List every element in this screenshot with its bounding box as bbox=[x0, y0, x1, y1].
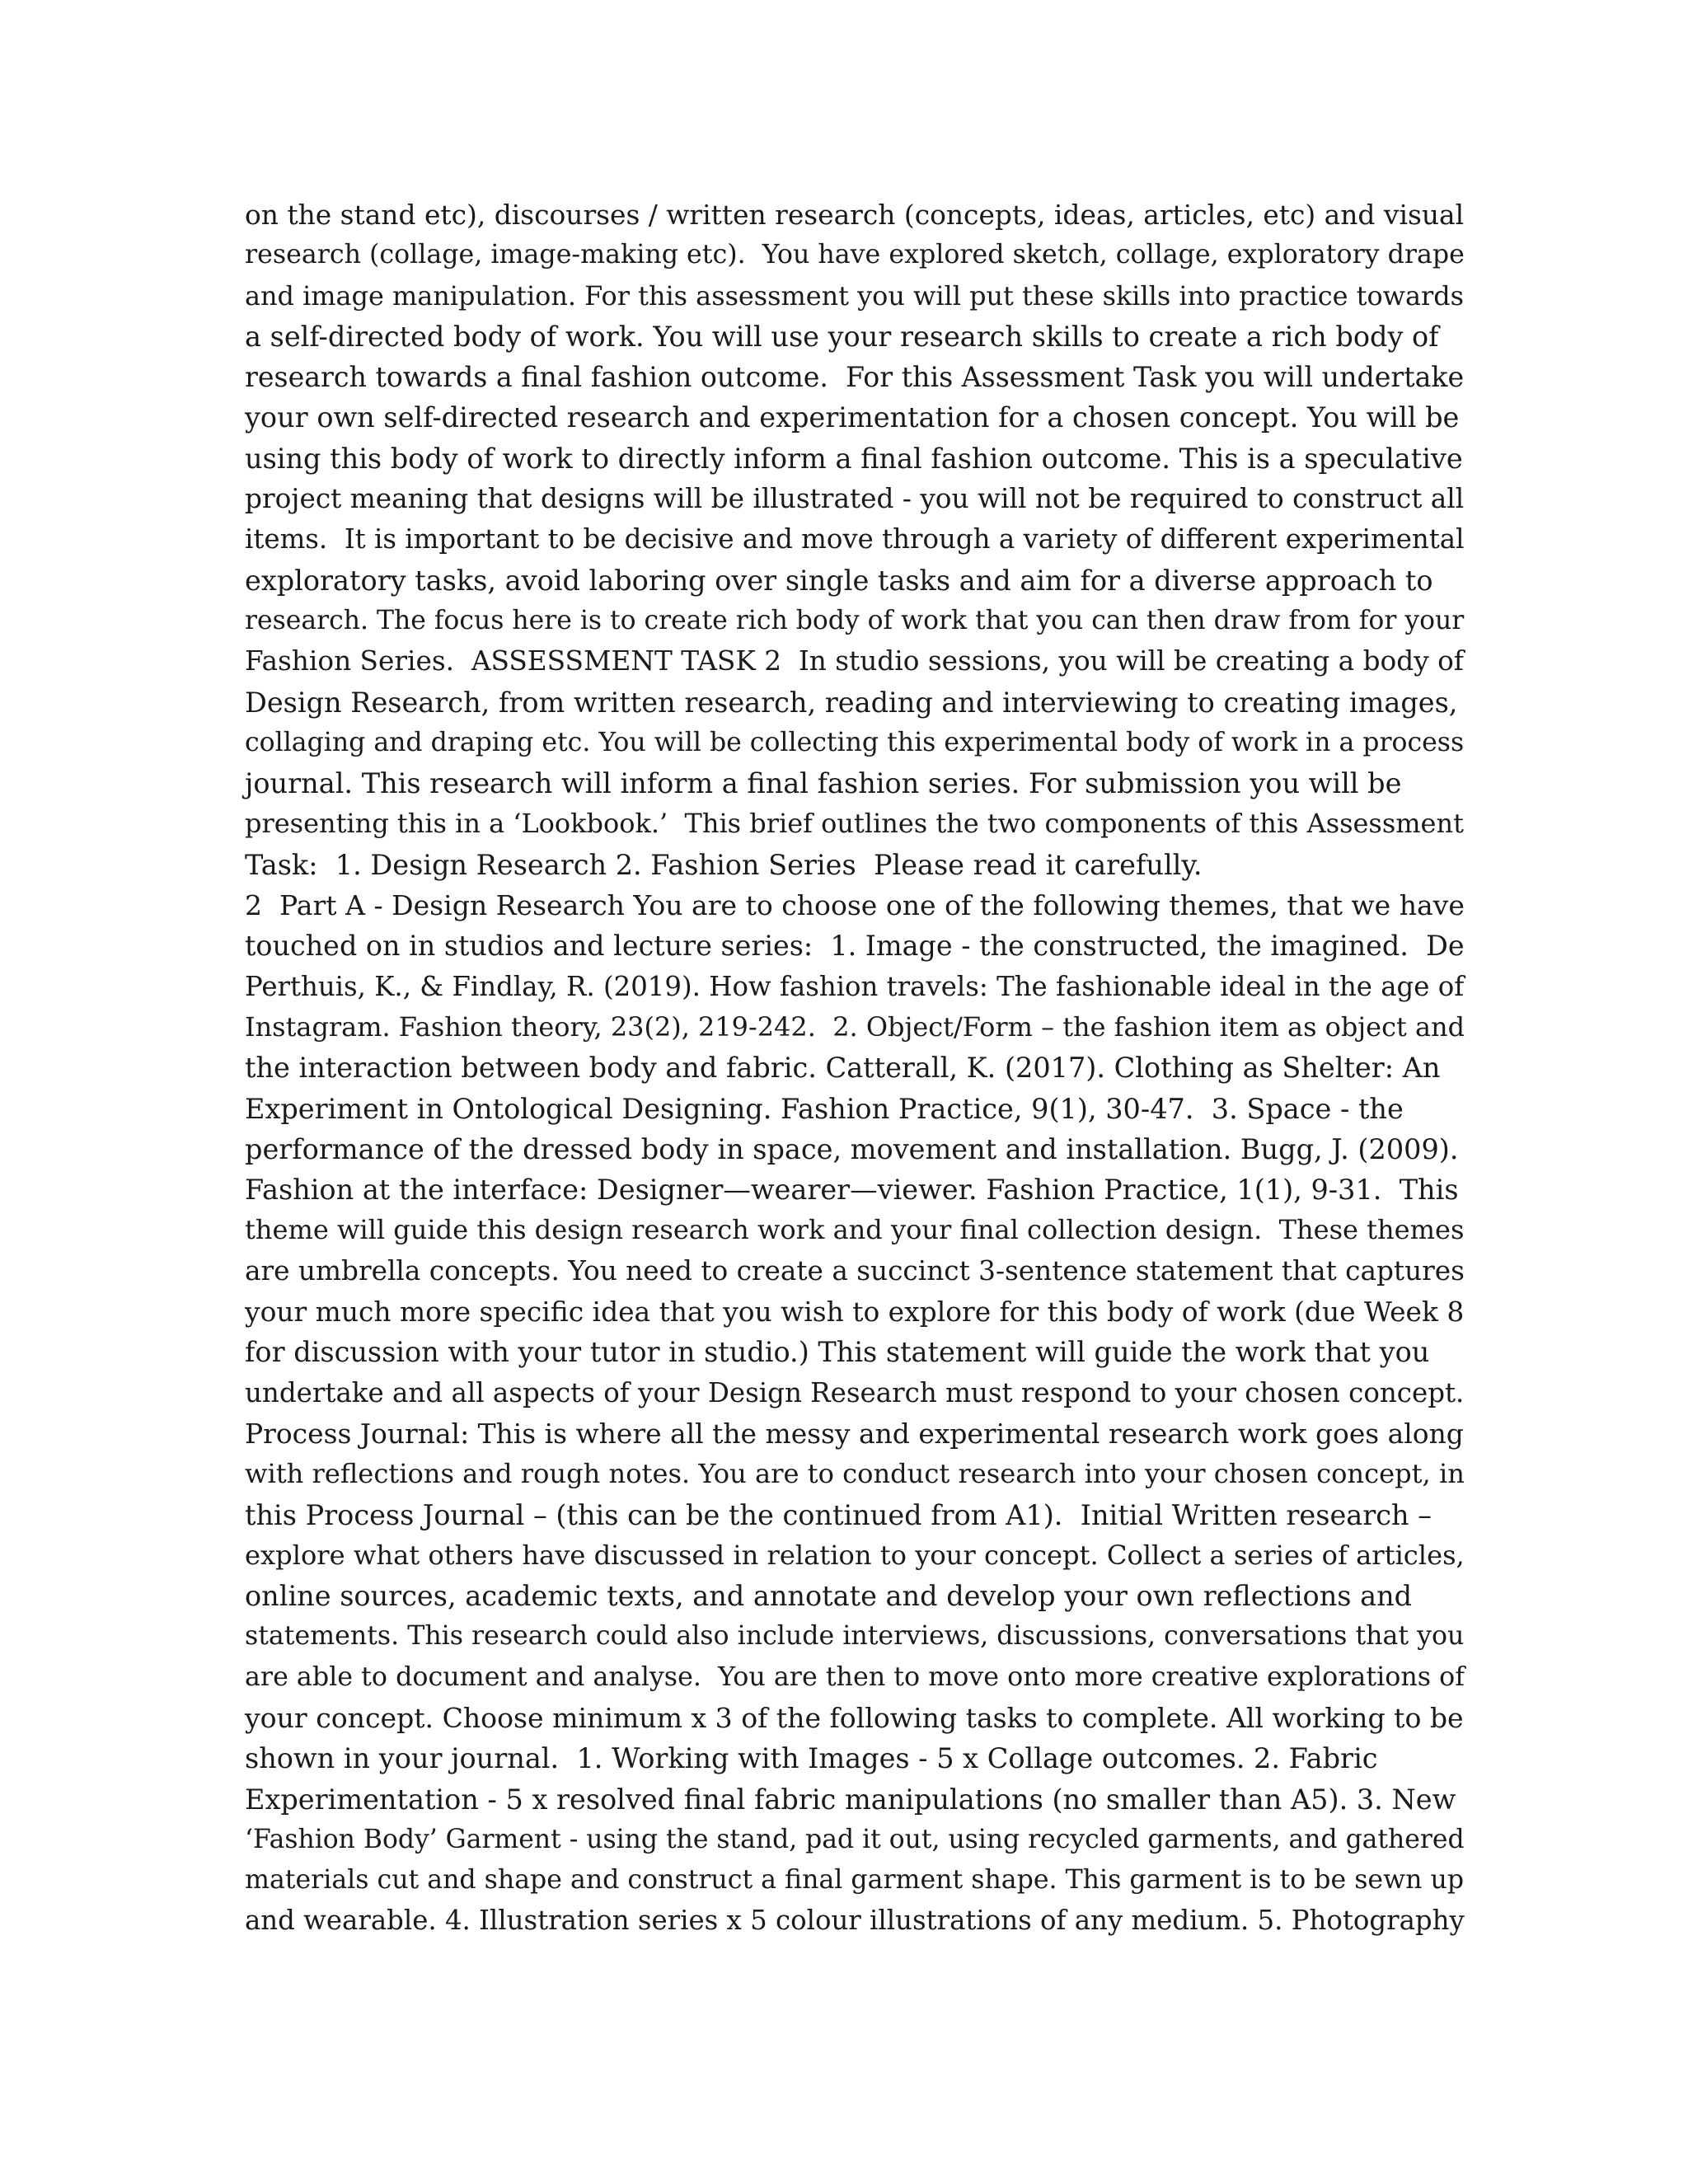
text-line: Experimentation - 5 x resolved final fabric manipulations (no smaller than A5). 3. New bbox=[245, 1783, 1456, 1816]
text-line: a self-directed body of work. You will use your research skills to create a rich body of bbox=[245, 320, 1439, 353]
text-line: Design Research, from written research, reading and interviewing to creating images, bbox=[245, 686, 1458, 719]
text-line: and wearable. 4. Illustration series x 5 colour illustrations of any medium. 5. Photography bbox=[245, 1905, 1465, 1937]
text-line: are umbrella concepts. You need to create a succinct 3-sentence statement that captures bbox=[245, 1254, 1465, 1286]
text-line: 2 Part A - Design Research You are to choose one of the following themes, that we have bbox=[245, 889, 1465, 922]
text-line: on the stand etc), discourses / written research (concepts, ideas, articles, etc) and visual bbox=[245, 199, 1465, 231]
text-line: statements. This research could also include interviews, discussions, conversations that you bbox=[245, 1621, 1465, 1652]
text-line: journal. This research will inform a final fashion series. For submission you will be bbox=[245, 767, 1402, 800]
text-line: presenting this in a ‘Lookbook.’ This brief outlines the two components of this Assessment bbox=[245, 808, 1464, 840]
text-line: and image manipulation. For this assessment you will put these skills into practice towards bbox=[245, 279, 1465, 312]
text-line: using this body of work to directly inform a final fashion outcome. This is a speculative bbox=[245, 442, 1463, 475]
text-line: research towards a final fashion outcome. For this Assessment Task you will undertake bbox=[245, 361, 1465, 394]
text-line: performance of the dressed body in space, movement and installation. Bugg, J. (2009). bbox=[245, 1132, 1459, 1165]
text-line: research (collage, image-making etc). You have explored sketch, collage, exploratory drape bbox=[245, 240, 1465, 270]
text-line: research. The focus here is to create rich body of work that you can then draw from for your bbox=[245, 605, 1465, 635]
text-line: this Process Journal – (this can be the continued from A1). Initial Written research – bbox=[245, 1498, 1432, 1531]
text-line: collaging and draping etc. You will be collecting this experimental body of work in a process bbox=[245, 727, 1465, 757]
text-line: your concept. Choose minimum x 3 of the following tasks to complete. All working to be bbox=[245, 1701, 1464, 1734]
text-line: project meaning that designs will be illustrated - you will not be required to construct all bbox=[245, 483, 1465, 515]
text-line: exploratory tasks, avoid laboring over single tasks and aim for a diverse approach to bbox=[245, 564, 1433, 597]
text-line: with reflections and rough notes. You are to conduct research into your chosen concept, in bbox=[245, 1458, 1465, 1490]
text-line: for discussion with your tutor in studio.) This statement will guide the work that you bbox=[245, 1336, 1430, 1369]
text-line: Fashion at the interface: Designer—wearer—viewer. Fashion Practice, 1(1), 9-31. This bbox=[245, 1174, 1459, 1207]
text-line: your much more specific idea that you wish to explore for this body of work (due Week 8 bbox=[245, 1296, 1465, 1329]
text-line: ‘Fashion Body’ Garment - using the stand, pad it out, using recycled garments, and gathered bbox=[245, 1824, 1465, 1854]
text-line: items. It is important to be decisive and move through a variety of different experimental bbox=[245, 523, 1465, 555]
text-line: Fashion Series. ASSESSMENT TASK 2 In studio sessions, you will be creating a body of bbox=[245, 645, 1464, 677]
text-line: the interaction between body and fabric. Catterall, K. (2017). Clothing as Shelter: An bbox=[245, 1052, 1441, 1085]
text-line: shown in your journal. 1. Working with Images - 5 x Collage outcomes. 2. Fabric bbox=[245, 1742, 1378, 1775]
text-line: online sources, academic texts, and annotate and develop your own reflections and bbox=[245, 1580, 1413, 1613]
text-line: Instagram. Fashion theory, 23(2), 219-242. 2. Object/Form – the fashion item as object and bbox=[245, 1010, 1465, 1043]
text-line: your own self-directed research and experimentation for a chosen concept. You will be bbox=[245, 401, 1460, 434]
text-line: undertake and all aspects of your Design Research must respond to your chosen concept. bbox=[245, 1376, 1465, 1408]
body-text bbox=[245, 194, 1465, 1942]
text-line: Perthuis, K., & Findlay, R. (2019). How fashion travels: The fashionable ideal in the age of bbox=[245, 970, 1465, 1002]
text-line: are able to document and analyse. You are then to move onto more creative explorations of bbox=[245, 1661, 1465, 1692]
text-line: touched on in studios and lecture series: 1. Image - the constructed, the imagined. De bbox=[245, 930, 1465, 963]
text-line: Process Journal: This is where all the messy and experimental research work goes along bbox=[245, 1417, 1464, 1450]
text-line: theme will guide this design research work and your final collection design. These themes bbox=[245, 1214, 1465, 1246]
text-line: Experiment in Ontological Designing. Fashion Practice, 9(1), 30-47. 3. Space - the bbox=[245, 1092, 1404, 1125]
text-line: materials cut and shape and construct a final garment shape. This garment is to be sewn up bbox=[245, 1865, 1465, 1896]
text-line: Task: 1. Design Research 2. Fashion Series Please read it carefully. bbox=[245, 848, 1203, 881]
text-line: explore what others have discussed in relation to your concept. Collect a series of articles, bbox=[245, 1539, 1465, 1571]
